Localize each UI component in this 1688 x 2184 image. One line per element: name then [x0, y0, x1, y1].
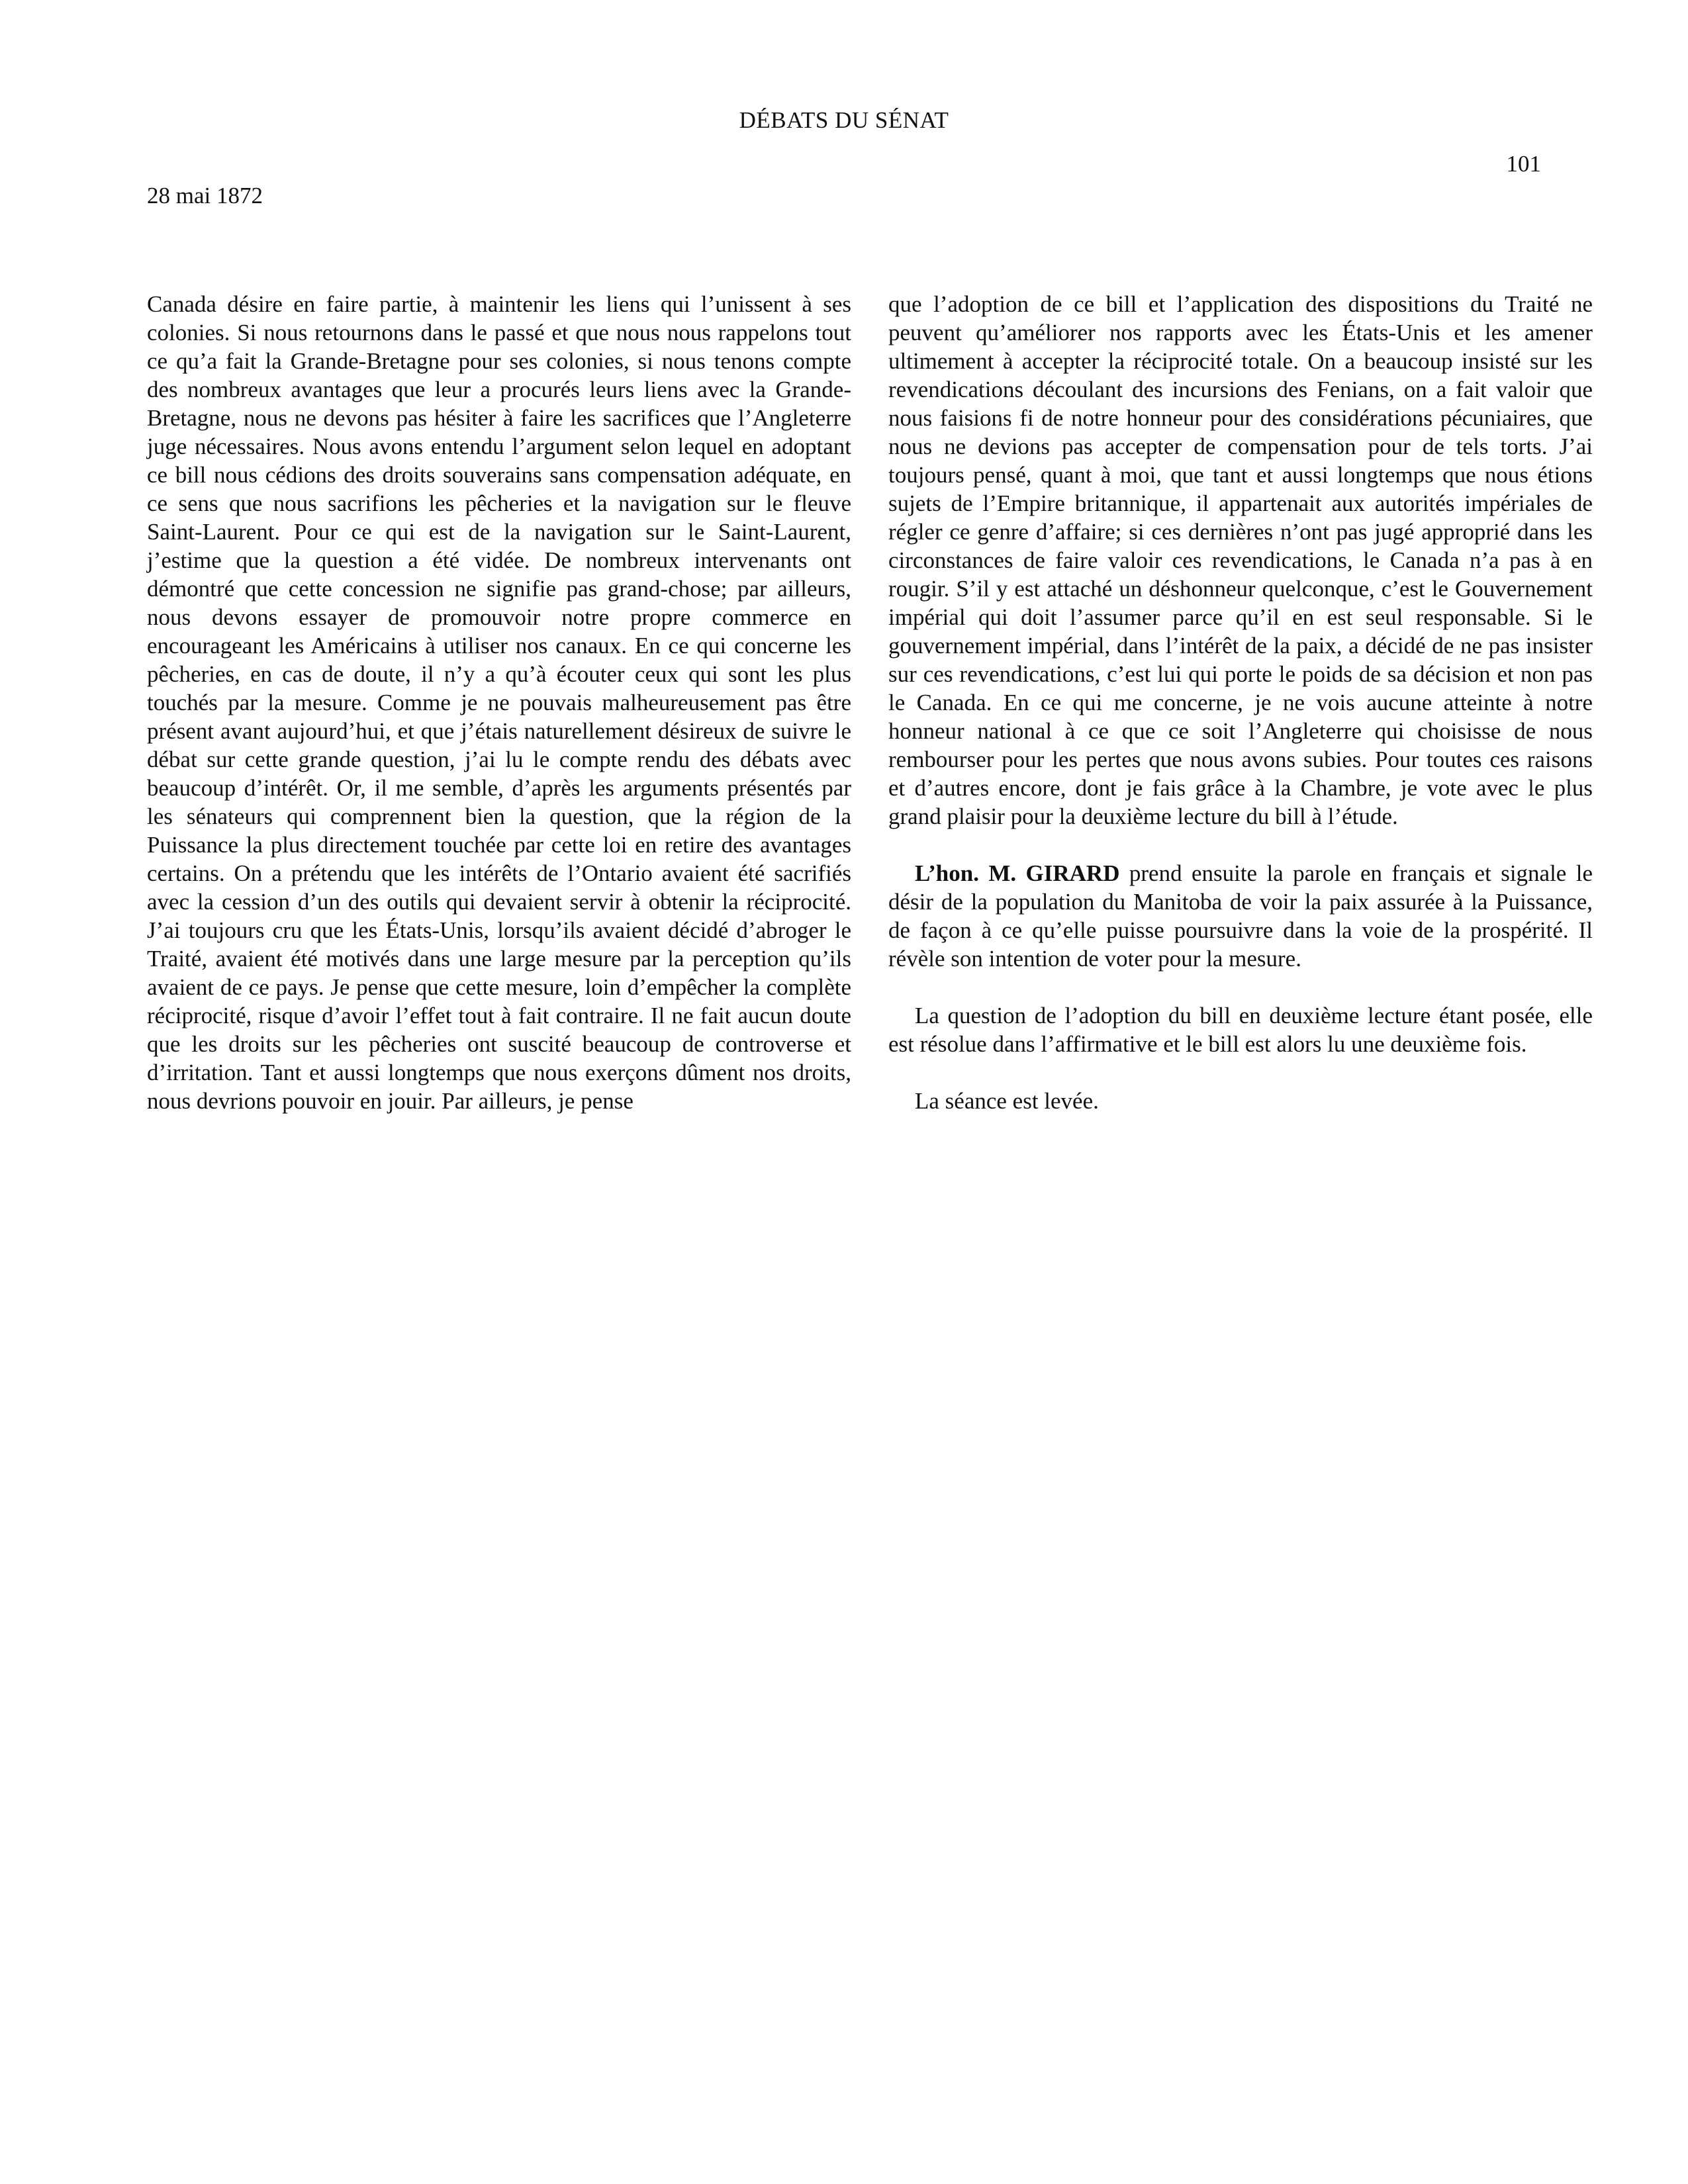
- right-column-paragraph-3: La question de l’adoption du bill en deuxième lecture étant posée, elle est résolue dans l’affirmative et le bill est alors lu une deuxième fois.: [888, 1003, 1593, 1057]
- right-column: [888, 290, 1593, 1115]
- speaker-name: L’hon. M. GIRARD: [915, 860, 1120, 886]
- left-column: [147, 290, 851, 1115]
- page-number: 101: [1506, 151, 1541, 177]
- speaker-statement: prend ensuite la parole en français et signale le désir de la population du Manitoba de voir la paix assurée à la Puissance, de façon à ce qu’elle puisse poursuivre dans la voie de la prospérité. Il révèle son intention de voter pour la mesure.: [888, 860, 1593, 972]
- page-header-title: DÉBATS DU SÉNAT: [739, 107, 949, 133]
- left-column-paragraph: Canada désire en faire partie, à maintenir les liens qui l’unissent à ses colonies. Si nous retournons dans le passé et que nous nous rappelons tout ce qu’a fait la Grande-Bretagne pour ses colonies, si nous tenons compte des nombreux avantages que leur a procurés leurs liens avec la Grande-Bretagne, nous ne devons pas hésiter à faire les sacrifices que l’Angleterre juge nécessaires. Nous avons entendu l’argument selon lequel en adoptant ce bill nous cédions des droits souverains sans compensation adéquate, en ce sens que nous sacrifions les pêcheries et la navigation sur le fleuve Saint-Laurent. Pour ce qui est de la navigation sur le Saint-Laurent, j’estime que la question a été vidée. De nombreux intervenants ont démontré que cette concession ne signifie pas grand-chose; par ailleurs, nous devons essayer de promouvoir notre propre commerce en encourageant les Américains à utiliser nos canaux. En ce qui concerne les pêcheries, en cas de doute, il n’y a qu’à écouter ceux qui sont les plus touchés par la mesure. Comme je ne pouvais malheureusement pas être présent avant aujourd’hui, et que j’étais naturellement désireux de suivre le débat sur cette grande question, j’ai lu le compte rendu des débats avec beaucoup d’intérêt. Or, il me semble, d’après les arguments présentés par les sénateurs qui comprennent bien la question, que la région de la Puissance la plus directement touchée par cette loi en retire des avantages certains. On a prétendu que les intérêts de l’Ontario avaient été sacrifiés avec la cession d’un des outils qui devaient servir à obtenir la réciprocité. J’ai toujours cru que les États-Unis, lorsqu’ils avaient décidé d’abroger le Traité, avaient été motivés dans une large mesure par la perception qu’ils avaient de ce pays. Je pense que cette mesure, loin d’empêcher la complète réciprocité, risque d’avoir l’effet tout à fait contraire. Il ne fait aucun doute que les droits sur les pêcheries ont suscité beaucoup de controverse et d’irritation. Tant et aussi longtemps que nous exerçons dûment nos droits, nous devrions pouvoir en jouir. Par ailleurs, je pense: [147, 291, 851, 1114]
- right-column-paragraph-2: [888, 859, 1593, 973]
- page-date: 28 mai 1872: [147, 183, 263, 208]
- right-column-paragraph-1: que l’adoption de ce bill et l’application des dispositions du Traité ne peuvent qu’améliorer nos rapports avec les États-Unis et les amener ultimement à accepter la réciprocité totale. On a beaucoup insisté sur les revendications découlant des incursions des Fenians, on a fait valoir que nous faisions fi de notre honneur pour des considérations pécuniaires, que nous ne devions pas accepter de compensation pour de tels torts. J’ai toujours pensé, quant à moi, que tant et aussi longtemps que nous étions sujets de l’Empire britannique, il appartenait aux autorités impériales de régler ce genre d’affaire; si ces dernières n’ont pas jugé approprié dans les circonstances de faire valoir ces revendications, le Canada n’a pas à en rougir. S’il y est attaché un déshonneur quelconque, c’est le Gouvernement impérial qui doit l’assumer parce qu’il en est seul responsable. Si le gouvernement impérial, dans l’intérêt de la paix, a décidé de ne pas insister sur ces revendications, c’est lui qui porte le poids de sa décision et non pas le Canada. En ce qui me concerne, je ne vois aucune atteinte à notre honneur national à ce que ce soit l’Angleterre qui choisisse de nous rembourser pour les pertes que nous avons subies. Pour toutes ces raisons et d’autres encore, dont je fais grâce à la Chambre, je vote avec le plus grand plaisir pour la deuxième lecture du bill à l’étude.: [888, 291, 1593, 829]
- right-column-paragraph-4: La séance est levée.: [915, 1088, 1099, 1114]
